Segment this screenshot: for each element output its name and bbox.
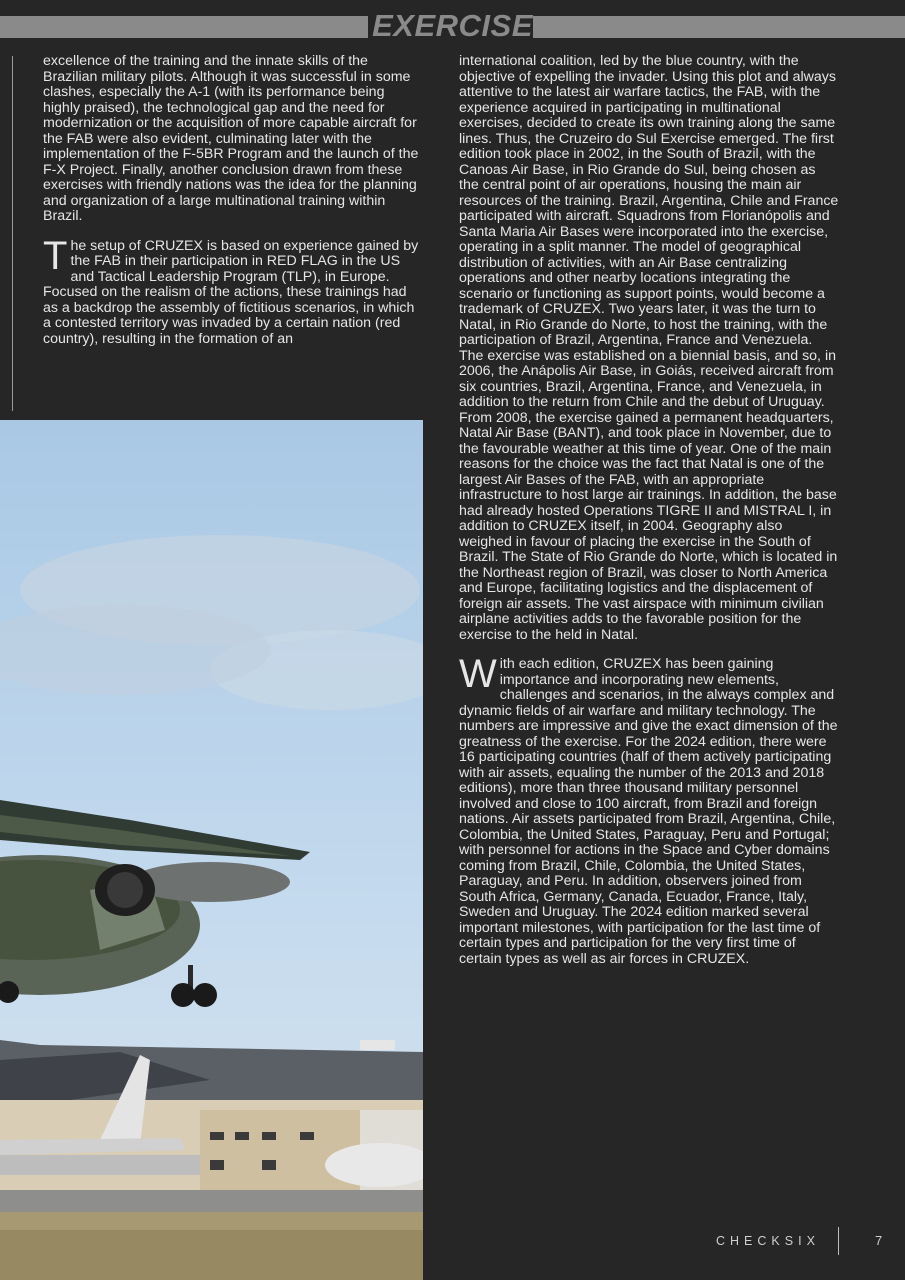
left-column [43, 54, 421, 361]
right-paragraph-1: international coalition, led by the blue country, with the objective of expelling the invader. Using this plot and always attentive to the latest air warfare tactics, the FAB, with the experience acquired in participating in multinational exercises, decided to create its own training along the same lines. Thus, the Cruzeiro do Sul Exercise emerged. The first edition took place in 2002, in the South of Brazil, with the Canoas Air Base, in Rio Grande do Sul, being chosen as the central point of air operations, housing the main air resources of the training. Brazil, Argentina, Chile and France participated with aircraft. Squadrons from Florianópolis and Santa Maria Air Bases were incorporated into the exercise, operating in a split manner. The model of geographical distribution of activities, with an Air Base centralizing operations and other nearby locations integrating the scenario or functioning as support points, would become a trademark of CRUZEX. Two years later, it was the turn to Natal, in Rio Grande do Norte, to host the training, with the participation of Brazil, Argentina, France and Venezuela. The exercise was established on a biennial basis, and so, in 2006, the Anápolis Air Base, in Goiás, received aircraft from six countries, Brazil, Argentina, France, and Venezuela, in addition to the return from Chile and the debut of Uruguay. From 2008, the exercise gained a permanent headquarters, Natal Air Base (BANT), and took place in November, due to the favourable weather at this time of year. One of the main reasons for the choice was the fact that Natal is one of the largest Air Bases of the FAB, with an appropriate infrastructure to host large air trainings. In addition, the base had already hosted Operations TIGRE II and MISTRAL I, in addition to CRUZEX itself, in 2004. Geography also weighed in favour of placing the exercise in the South of Brazil. The State of Rio Grande do Norte, which is located in the Northeast region of Brazil, was closer to North America and Europe, facilitating logistics and the displacement of foreign air assets. The vast airspace with minimum civilian airplane activities adds to the favorable position for the exercise to the held in Natal. [459, 53, 839, 643]
left-paragraph-2 [43, 233, 421, 348]
right-paragraph-2-text: ith each edition, CRUZEX has been gaining importance and incorporating new elements, challenges and scenarios, in the always complex and dynamic fields of air warfare and military technology. The numbers are impressive and give the exact dimension of the greatness of the exercise. For the 2024 edition, there were 16 participating countries (half of them actively participating with air assets, equaling the number of the 2013 and 2018 editions), more than three thousand military personnel involved and close to 100 aircraft, from Brazil and foreign nations. Air assets participated from Brazil, Argentina, Chile, Colombia, the United States, Paraguay, Peru and Portugal; with personnel for actions in the Space and Cyber domains coming from Brazil, Chile, Colombia, the United States, Paraguay, and Peru. In addition, observers joined from South Africa, Germany, Canada, Ecuador, France, Italy, Sweden and Uruguay. The 2024 edition marked several important milestones, with participation for the last time of certain types and participation for the very first time of certain types as well as air forces in CRUZEX. [459, 656, 838, 967]
page-number: 7 [875, 1233, 883, 1248]
right-column [459, 54, 839, 981]
aircraft-photo [0, 420, 423, 1280]
side-rule [12, 56, 13, 411]
left-paragraph-2-text: he setup of CRUZEX is based on experience gained by the FAB in their participation in RED FLAG in the US and Tactical Leadership Program (TLP), in Europe. Focused on the realism of the actions, these trainings had as a backdrop the assembly of fictitious scenarios, in which a contested territory was invaded by a certain nation (red country), resulting in the formation of an [43, 237, 419, 347]
dropcap-letter: W [459, 652, 497, 696]
footer-divider [838, 1227, 839, 1255]
photo-illustration [0, 420, 423, 1280]
dropcap-letter: T [43, 233, 68, 278]
footer-brand: CHECKSIX [716, 1234, 820, 1248]
right-paragraph-2 [459, 652, 839, 967]
section-title: EXERCISE [372, 8, 533, 43]
left-paragraph-1: excellence of the training and the innate skills of the Brazilian military pilots. Although it was successful in some clashes, especially the A-1 (with its performance being highly praised), the technological gap and the need for modernization or the acquisition of more capable aircraft for the FAB were also evident, culminating later with the implementation of the F-5BR Program and the launch of the F-X Project. Finally, another conclusion drawn from these exercises with friendly nations was the idea for the planning and organization of a large multinational training within Brazil. [43, 53, 419, 224]
